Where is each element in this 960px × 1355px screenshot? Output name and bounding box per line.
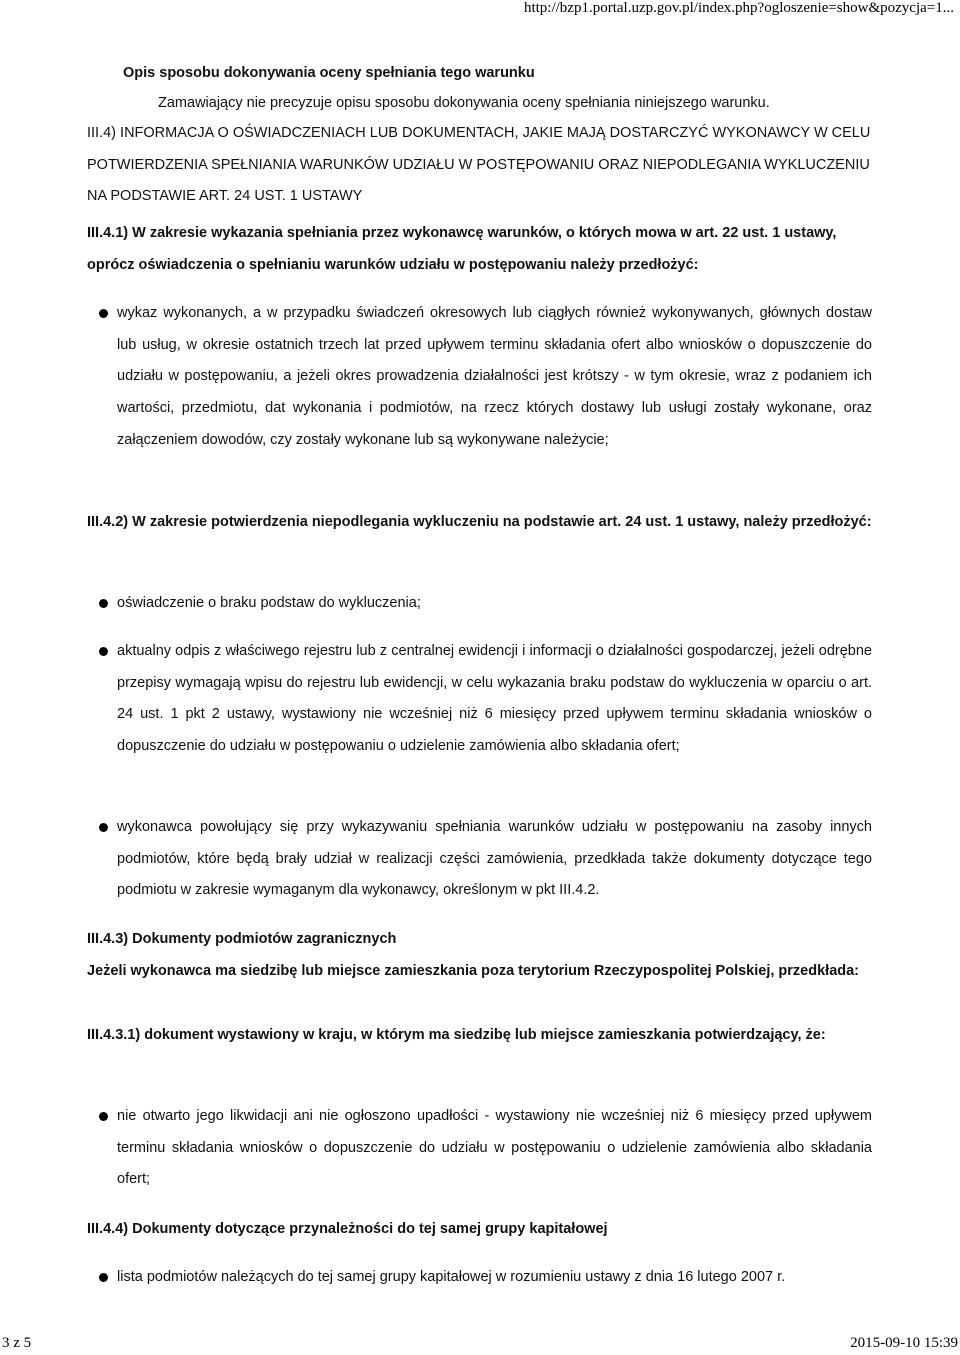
list-item: lista podmiotów należących do tej samej grupy kapitałowej w rozumieniu ustawy z dnia 16 lutego 2007 r. (87, 1262, 872, 1294)
section-iii43-heading: III.4.3) Dokumenty podmiotów zagranicznych (87, 931, 397, 947)
section-iii42-list (87, 812, 872, 907)
list-item: nie otwarto jego likwidacji ani nie ogłoszono upadłości - wystawiony nie wcześniej niż 6 miesięcy przed upływem terminu składania wniosków o dopuszczenie do udziału w postępowaniu o udzielenie zamówienia albo składania ofert; (87, 1101, 872, 1196)
section-iii41-heading: III.4.1) W zakresie wykazania spełniania przez wykonawcę warunków, o których mowa w art. 22 ust. 1 ustawy, oprócz oświadczenia o spełnianiu warunków udziału w postępowaniu należy przedłożyć: (87, 225, 837, 273)
section-iii42-list (87, 588, 872, 620)
page-number: 3 z 5 (2, 1335, 32, 1351)
list-item: wykaz wykonanych, a w przypadku świadczeń okresowych lub ciągłych również wykonywanych, głównych dostaw lub usług, w okresie ostatnich trzech lat przed upływem terminu składania ofert albo wniosków o dopuszczenie do udziału w postępowaniu, a jeżeli okres prowadzenia działalności jest krótszy - w tym okresie, wraz z podaniem ich wartości, przedmiotu, dat wykonania i podmiotów, na rzecz których dostawy lub usługi zostały wykonane, oraz załączeniem dowodów, czy zostały wykonane lub są wykonywane należycie; (87, 298, 872, 457)
section-iii4-heading: III.4) INFORMACJA O OŚWIADCZENIACH LUB DOKUMENTACH, JAKIE MAJĄ DOSTARCZYĆ WYKONAWCY W CELU POTWIERDZENIA SPEŁNIANIA WARUNKÓW UDZIAŁU W POSTĘPOWANIU ORAZ NIEPODLEGANIA WYKLUCZENIU NA PODSTAWIE ART. 24 UST. 1 USTAWY (87, 125, 871, 205)
list-item: wykonawca powołujący się przy wykazywaniu spełniania warunków udziału w postępowaniu na zasoby innych podmiotów, które będą brały udział w realizacji części zamówienia, przedkłada także dokumenty dotyczące tego podmiotu w zakresie wymaganym dla wykonawcy, określonym w pkt III.4.2. (87, 812, 872, 907)
section-iii44-heading: III.4.4) Dokumenty dotyczące przynależności do tej samej grupy kapitałowej (87, 1221, 608, 1237)
section-iii42-heading: III.4.2) W zakresie potwierdzenia niepodlegania wykluczeniu na podstawie art. 24 ust. 1 ustawy, należy przedłożyć: (87, 514, 872, 530)
page-footer (0, 1335, 960, 1355)
section-iii41-list (87, 298, 872, 457)
page-url: http://bzp1.portal.uzp.gov.pl/index.php?ogloszenie=show&pozycja=1... (523, 0, 954, 16)
print-timestamp: 2015-09-10 15:39 (850, 1335, 958, 1351)
opis-text: Zamawiający nie precyzuje opisu sposobu dokonywania oceny spełniania niniejszego warunku. (158, 95, 770, 111)
section-iii44-list (87, 1262, 872, 1294)
list-item: oświadczenie o braku podstaw do wykluczenia; (87, 588, 872, 620)
section-iii431-list (87, 1101, 872, 1196)
section-iii43-intro: Jeżeli wykonawca ma siedzibę lub miejsce zamieszkania poza terytorium Rzeczypospolitej Polskiej, przedkłada: (87, 963, 860, 979)
section-iii431-heading: III.4.3.1) dokument wystawiony w kraju, w którym ma siedzibę lub miejsce zamieszkania potwierdzający, że: (87, 1027, 826, 1043)
opis-heading: Opis sposobu dokonywania oceny spełniania tego warunku (123, 65, 535, 81)
list-item: aktualny odpis z właściwego rejestru lub z centralnej ewidencji i informacji o działalności gospodarczej, jeżeli odrębne przepisy wymagają wpisu do rejestru lub ewidencji, w celu wykazania braku podstaw do wykluczenia w oparciu o art. 24 ust. 1 pkt 2 ustawy, wystawiony nie wcześniej niż 6 miesięcy przed upływem terminu składania wniosków o dopuszczenie do udziału w postępowaniu o udzielenie zamówienia albo składania ofert; (87, 636, 872, 763)
section-iii42-list (87, 636, 872, 763)
